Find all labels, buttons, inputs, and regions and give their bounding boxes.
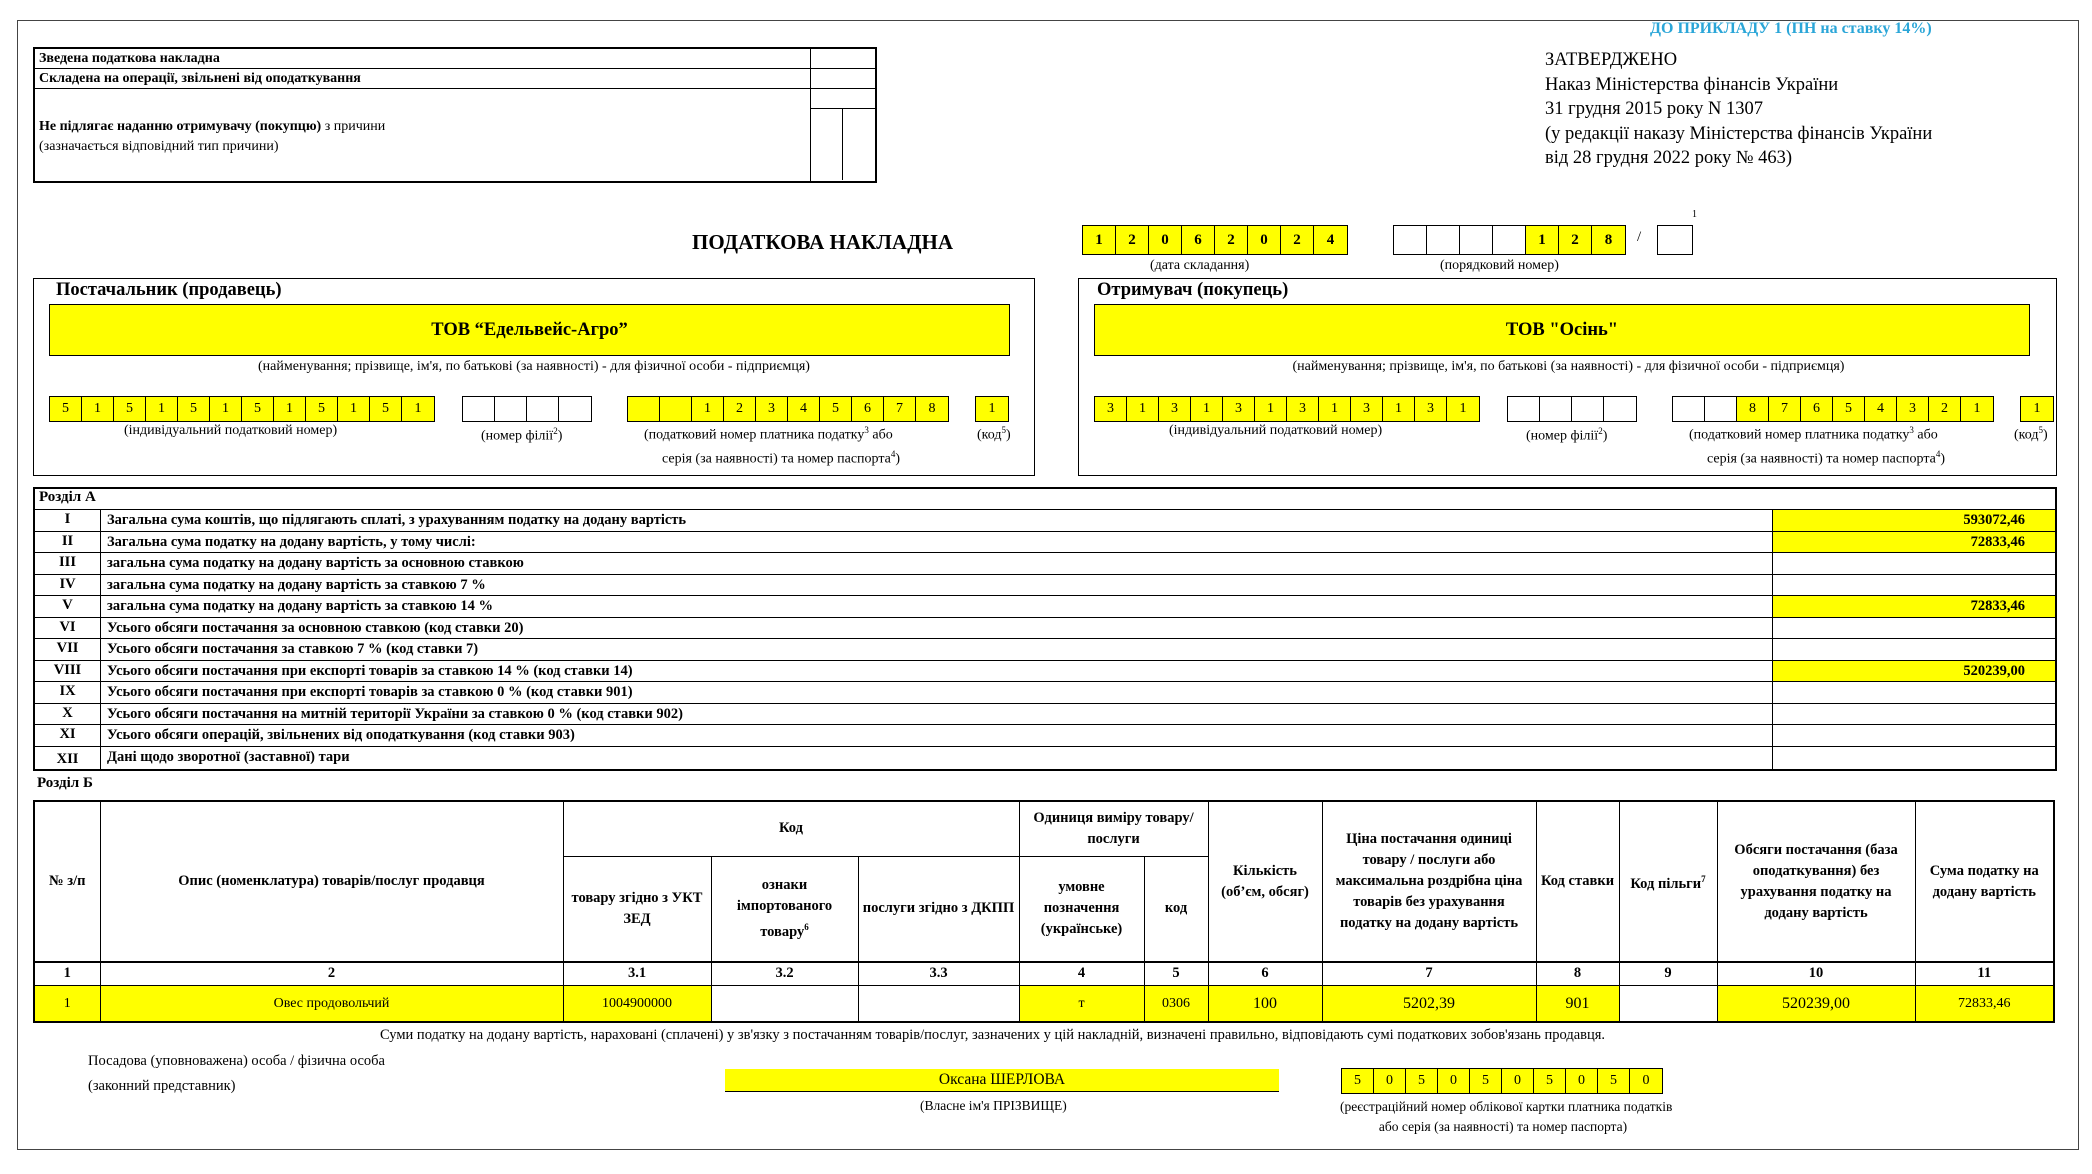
cell-num[interactable]: 1: [34, 985, 100, 1022]
signer-line-1: Посадова (уповноважена) особа / фізична особа: [88, 1053, 385, 1069]
cell-price[interactable]: 5202,39: [1322, 985, 1536, 1022]
reason-box-2[interactable]: [843, 109, 875, 180]
buyer-ipn-digit: 3: [1159, 397, 1191, 421]
seller-block: [33, 278, 1035, 476]
seller-code-field[interactable]: [975, 396, 1009, 422]
header-benefit-text: Код пільги: [1630, 875, 1702, 892]
cell-dkpp[interactable]: [858, 985, 1019, 1022]
buyer-tax-digit: 5: [1833, 397, 1865, 421]
seller-tax-digit: 3: [756, 397, 788, 421]
signer-reg-number-field[interactable]: [1341, 1068, 1663, 1094]
flag-not-provided-rest: з причини: [321, 119, 386, 134]
seller-branch-digit: [527, 397, 559, 421]
reason-box-1[interactable]: [811, 109, 843, 180]
row-value[interactable]: [1772, 682, 2055, 703]
row-value[interactable]: 72833,46: [1772, 596, 2055, 617]
order-number-field[interactable]: [1393, 225, 1626, 255]
buyer-tax-digit: 2: [1929, 397, 1961, 421]
buyer-tax-number-field[interactable]: [1672, 396, 1994, 422]
header-import-text: ознаки імпортованого товару: [736, 876, 833, 940]
header-benefit-sup: 7: [1701, 873, 1706, 884]
date-digit: 0: [1149, 226, 1182, 254]
order-digit: 1: [1526, 226, 1559, 254]
buyer-ipn-caption: (індивідуальний податковий номер): [1169, 423, 1383, 438]
seller-tax-digit: 7: [884, 397, 916, 421]
cell-desc[interactable]: Овес продовольчий: [100, 985, 563, 1022]
header-import: [711, 856, 858, 962]
buyer-ipn-digit: 1: [1191, 397, 1223, 421]
buyer-code-sup: 5: [2038, 425, 2043, 435]
approved-line: Наказ Міністерства фінансів України: [1545, 74, 1839, 95]
seller-tax-digit: 8: [916, 397, 948, 421]
header-unit: Одиниця виміру товару/послуги: [1019, 801, 1208, 856]
confirmation-text: Суми податку на додану вартість, нараховані (сплачені) у зв'язку з постачанням товарів/послуг, зазначених у цій накладній, визначені правильно, відповідають сумі податкових зобов'язань продавця.: [380, 1027, 1606, 1043]
flag-reason-caption: (зазначається відповідний тип причини): [39, 139, 279, 154]
seller-ipn-digit: 5: [370, 397, 402, 421]
section-a-row: [35, 724, 2055, 746]
row-value[interactable]: [1772, 725, 2055, 746]
reg-digit: 5: [1406, 1069, 1438, 1093]
row-number: VIII: [35, 661, 101, 682]
reg-digit: 5: [1534, 1069, 1566, 1093]
index-cell: 9: [1619, 962, 1717, 985]
buyer-name-field[interactable]: ТОВ "Осінь": [1094, 304, 2030, 356]
flag-consolidated: Зведена податкова накладна: [35, 49, 810, 69]
header-vat: Сума податку на додану вартість: [1915, 801, 2054, 962]
header-num: № з/п: [34, 801, 100, 962]
seller-ipn-digit: 5: [114, 397, 146, 421]
seller-tax-digit: [660, 397, 692, 421]
buyer-branch-digit: [1508, 397, 1540, 421]
section-a-row: [35, 531, 2055, 553]
order-suffix-box: [1658, 226, 1692, 254]
cell-benefit[interactable]: [1619, 985, 1717, 1022]
buyer-branch-digit: [1604, 397, 1636, 421]
row-label: Усього обсяги постачання за ставкою 7 % (код ставки 7): [107, 641, 479, 657]
reg-digit: 5: [1342, 1069, 1374, 1093]
flag-checkbox-2[interactable]: [811, 69, 875, 89]
buyer-tax-digit: [1673, 397, 1705, 421]
cell-unit-code[interactable]: 0306: [1144, 985, 1208, 1022]
index-cell: 8: [1536, 962, 1619, 985]
buyer-tax-caption-2-text: серія (за наявності) та номер паспорта: [1707, 451, 1936, 467]
approved-line: ЗАТВЕРДЖЕНО: [1545, 50, 1678, 70]
order-superscript: 1: [1692, 209, 1697, 220]
cell-import[interactable]: [711, 985, 858, 1022]
seller-code-caption-text: (код: [977, 427, 1002, 443]
buyer-tax-digit: 4: [1865, 397, 1897, 421]
header-rate: Код ставки: [1536, 801, 1619, 962]
order-digit: [1394, 226, 1427, 254]
row-number: VI: [35, 618, 101, 639]
header-dkpp: послуги згідно з ДКПП: [858, 856, 1019, 962]
seller-tax-caption-or: або: [868, 427, 893, 443]
flag-not-provided-bold: Не підлягає наданню отримувачу (покупцю): [39, 119, 322, 134]
seller-branch-digit: [463, 397, 495, 421]
reg-digit: 5: [1598, 1069, 1630, 1093]
index-cell: 11: [1915, 962, 2054, 985]
buyer-ipn-digit: 3: [1415, 397, 1447, 421]
reg-digit: 0: [1630, 1069, 1662, 1093]
index-cell: 6: [1208, 962, 1322, 985]
buyer-tax-digit: 8: [1737, 397, 1769, 421]
seller-ipn-digit: 5: [178, 397, 210, 421]
reg-digit: 0: [1502, 1069, 1534, 1093]
table-row: [34, 985, 2054, 1022]
buyer-tax-caption-text: (податковий номер платника податку: [1689, 427, 1910, 443]
index-cell: 3.1: [563, 962, 711, 985]
seller-name-field[interactable]: ТОВ “Едельвейс-Агро”: [49, 304, 1010, 356]
reg-caption-line-1: (реєстраційний номер облікової картки платника податків: [1340, 1099, 1673, 1114]
buyer-name-caption: (найменування; прізвище, ім'я, по батькові (за наявності) - для фізичної особи - підприємця): [1292, 359, 1845, 374]
buyer-code-digit: 1: [2021, 397, 2053, 421]
cell-qty[interactable]: 100: [1208, 985, 1322, 1022]
header-qty: Кількість (об’єм, обсяг): [1208, 801, 1322, 962]
order-digit: 2: [1559, 226, 1592, 254]
row-label: Усього обсяги постачання при експорті товарів за ставкою 14 % (код ставки 14): [107, 662, 633, 679]
corner-note: ДО ПРИКЛАДУ 1 (ПН на ставку 14%): [1650, 20, 1932, 37]
row-number: V: [35, 596, 101, 617]
section-a-row: [35, 595, 2055, 617]
buyer-tax-digit: 1: [1961, 397, 1993, 421]
index-cell: 4: [1019, 962, 1144, 985]
date-digit: 2: [1116, 226, 1149, 254]
index-cell: 1: [34, 962, 100, 985]
date-digit: 4: [1314, 226, 1347, 254]
section-a: [33, 487, 2057, 771]
buyer-block: [1078, 278, 2057, 476]
buyer-ipn-digit: 1: [1447, 397, 1479, 421]
order-digit: [1493, 226, 1526, 254]
flags-table: [33, 47, 877, 183]
row-number: IX: [35, 682, 101, 703]
row-value[interactable]: [1772, 553, 2055, 574]
buyer-ipn-digit: 1: [1127, 397, 1159, 421]
buyer-branch-digit: [1540, 397, 1572, 421]
seller-ipn-digit: 1: [402, 397, 434, 421]
header-price: Ціна постачання одиниці товару / послуги або максимальна роздрібна ціна товарів без урахування податку на додану вартість: [1322, 801, 1536, 962]
index-cell: 10: [1717, 962, 1915, 985]
seller-branch-caption: (номер філії$^2$): [481, 426, 563, 444]
seller-ipn-digit: 5: [242, 397, 274, 421]
seller-ipn-digit: 5: [306, 397, 338, 421]
seller-code-caption: (код$^5$): [977, 425, 1011, 443]
approval-block: [1545, 48, 1932, 171]
index-cell: 3.3: [858, 962, 1019, 985]
seller-tax-digit: 5: [820, 397, 852, 421]
seller-tax-sup2: 4: [890, 449, 896, 459]
seller-branch-digit: [495, 397, 527, 421]
row-value[interactable]: [1772, 747, 2055, 770]
row-value[interactable]: [1772, 575, 2055, 596]
order-suffix-field[interactable]: [1657, 225, 1693, 255]
date-digit: 1: [1083, 226, 1116, 254]
reg-digit: 5: [1470, 1069, 1502, 1093]
buyer-tax-caption-1: [1689, 425, 1938, 444]
order-slash: /: [1637, 229, 1642, 245]
flag-not-provided: [39, 117, 385, 157]
signer-label: [88, 1049, 385, 1098]
row-value[interactable]: 593072,46: [1772, 510, 2055, 531]
buyer-tax-digit: [1705, 397, 1737, 421]
buyer-ipn-digit: 3: [1351, 397, 1383, 421]
buyer-tax-sup2: 4: [1935, 449, 1941, 459]
section-a-row: [35, 617, 2055, 639]
date-digit: 6: [1182, 226, 1215, 254]
signer-name-field[interactable]: Оксана ШЕРЛОВА: [725, 1069, 1279, 1092]
row-number: I: [35, 510, 101, 531]
section-a-row: [35, 746, 2055, 770]
seller-tax-caption-text: (податковий номер платника податку: [644, 427, 865, 443]
date-digit: 0: [1248, 226, 1281, 254]
seller-ipn-caption: (індивідуальний податковий номер): [124, 423, 338, 438]
buyer-tax-caption-or: або: [1913, 427, 1938, 443]
seller-ipn-field[interactable]: [49, 396, 435, 422]
flag-exempt: Складена на операції, звільнені від оподаткування: [35, 69, 810, 89]
buyer-ipn-digit: 1: [1255, 397, 1287, 421]
flag-checkbox-column: [810, 49, 875, 181]
approved-line: 31 грудня 2015 року N 1307: [1545, 99, 1763, 119]
row-label: Загальна сума коштів, що підлягають сплаті, з урахуванням податку на додану вартість: [107, 512, 687, 528]
approved-line: (у редакції наказу Міністерства фінансів України: [1545, 123, 1933, 144]
buyer-tax-digit: 7: [1769, 397, 1801, 421]
reg-number-caption: [1340, 1097, 1673, 1137]
date-caption: (дата складання): [1150, 258, 1250, 273]
index-cell: 2: [100, 962, 563, 985]
seller-ipn-digit: 1: [210, 397, 242, 421]
header-unit-code: код: [1144, 856, 1208, 962]
row-label: загальна сума податку на додану вартість за ставкою 14 %: [107, 598, 493, 614]
document-title: ПОДАТКОВА НАКЛАДНА: [692, 230, 954, 254]
header-import-sup: 6: [804, 921, 809, 932]
order-digit: [1427, 226, 1460, 254]
buyer-branch-caption: (номер філії$^2$): [1526, 426, 1608, 444]
row-value[interactable]: 520239,00: [1772, 661, 2055, 682]
date-digit: 2: [1215, 226, 1248, 254]
seller-tax-digit: 4: [788, 397, 820, 421]
header-unit-name: умовне позначення (українське): [1019, 856, 1144, 962]
flag-checkbox-3[interactable]: [811, 89, 875, 109]
row-label: Загальна сума податку на додану вартість, у тому числі:: [107, 533, 476, 550]
reg-digit: 0: [1438, 1069, 1470, 1093]
buyer-code-caption-text: (код: [2014, 427, 2039, 443]
seller-ipn-digit: 5: [50, 397, 82, 421]
buyer-branch-digit: [1572, 397, 1604, 421]
date-digit: 2: [1281, 226, 1314, 254]
cell-ukt[interactable]: 1004900000: [563, 985, 711, 1022]
flag-checkbox-1[interactable]: [811, 49, 875, 69]
buyer-ipn-digit: 1: [1319, 397, 1351, 421]
section-a-row: [35, 638, 2055, 660]
row-label: Усього обсяги постачання на митній території України за ставкою 0 % (код ставки 902): [107, 705, 683, 722]
row-number: X: [35, 704, 101, 725]
date-field[interactable]: [1082, 225, 1348, 255]
buyer-tax-caption-2: серія (за наявності) та номер паспорта$^4$): [1707, 449, 1946, 467]
buyer-ipn-digit: 3: [1287, 397, 1319, 421]
index-cell: 3.2: [711, 962, 858, 985]
section-a-title: Розділ А: [39, 489, 96, 505]
seller-ipn-digit: 1: [274, 397, 306, 421]
seller-tax-digit: 6: [852, 397, 884, 421]
buyer-ipn-digit: 1: [1383, 397, 1415, 421]
cell-unit[interactable]: т: [1019, 985, 1144, 1022]
seller-ipn-digit: 1: [338, 397, 370, 421]
header-ukt: товару згідно з УКТ ЗЕД: [563, 856, 711, 962]
buyer-code-caption: (код$^5$): [2014, 425, 2048, 443]
row-value[interactable]: [1772, 618, 2055, 639]
buyer-ipn-digit: 3: [1223, 397, 1255, 421]
reg-digit: 0: [1374, 1069, 1406, 1093]
buyer-branch-caption-text: (номер філії: [1526, 428, 1599, 444]
reg-caption-line-2: або серія (за наявності) та номер паспорта): [1378, 1119, 1628, 1134]
header-base: Обсяги постачання (база оподаткування) без урахування податку на додану вартість: [1717, 801, 1915, 962]
row-number: IV: [35, 575, 101, 596]
seller-tax-digit: 2: [724, 397, 756, 421]
row-number: II: [35, 532, 101, 553]
reg-digit: 0: [1566, 1069, 1598, 1093]
row-value[interactable]: [1772, 639, 2055, 660]
section-a-row: [35, 552, 2055, 574]
index-cell: 7: [1322, 962, 1536, 985]
seller-branch-sup: 2: [553, 426, 558, 436]
signer-line-2: (законний представник): [88, 1077, 236, 1094]
seller-ipn-digit: 1: [146, 397, 178, 421]
buyer-title: Отримувач (покупець): [1097, 280, 1289, 300]
section-a-row: [35, 660, 2055, 682]
buyer-branch-field[interactable]: [1507, 396, 1637, 422]
seller-tax-sup: 3: [864, 425, 869, 435]
header-code: Код: [563, 801, 1019, 856]
seller-title: Постачальник (продавець): [56, 280, 282, 300]
section-a-row: [35, 574, 2055, 596]
cell-rate[interactable]: 901: [1536, 985, 1619, 1022]
buyer-ipn-digit: 3: [1095, 397, 1127, 421]
seller-code-digit: 1: [976, 397, 1008, 421]
buyer-code-field[interactable]: [2020, 396, 2054, 422]
buyer-tax-digit: 6: [1801, 397, 1833, 421]
seller-tax-digit: 1: [692, 397, 724, 421]
seller-tax-caption-2: серія (за наявності) та номер паспорта$^4$): [662, 449, 901, 467]
seller-tax-number-field[interactable]: [627, 396, 949, 422]
row-value[interactable]: 72833,46: [1772, 532, 2055, 553]
row-label: Усього обсяги постачання за основною ставкою (код ставки 20): [107, 619, 524, 636]
order-digit: 8: [1592, 226, 1625, 254]
cell-base[interactable]: 520239,00: [1717, 985, 1915, 1022]
buyer-tax-digit: 3: [1897, 397, 1929, 421]
row-value[interactable]: [1772, 704, 2055, 725]
row-number: III: [35, 553, 101, 574]
section-a-row: [35, 703, 2055, 725]
row-number: XI: [35, 725, 101, 746]
cell-vat[interactable]: 72833,46: [1915, 985, 2054, 1022]
row-number: XII: [35, 747, 101, 770]
seller-name-caption: (найменування; прізвище, ім'я, по батькові (за наявності) - для фізичної особи - підприємця): [258, 359, 810, 374]
row-label: загальна сума податку на додану вартість за основною ставкою: [107, 555, 524, 571]
section-a-row: [35, 681, 2055, 703]
buyer-ipn-field[interactable]: [1094, 396, 1480, 422]
approved-line: від 28 грудня 2022 року № 463): [1545, 148, 1793, 168]
row-label: Усього обсяги операцій, звільнених від оподаткування (код ставки 903): [107, 727, 575, 743]
buyer-tax-sup: 3: [1909, 425, 1914, 435]
seller-ipn-digit: 1: [82, 397, 114, 421]
header-desc: Опис (номенклатура) товарів/послуг продавця: [100, 801, 563, 962]
seller-code-sup: 5: [1001, 425, 1006, 435]
section-a-row: [35, 509, 2055, 531]
order-digit: [1460, 226, 1493, 254]
signer-name-caption: (Власне ім'я ПРІЗВИЩЕ): [920, 1098, 1067, 1113]
seller-tax-caption-1: [644, 425, 893, 444]
seller-branch-digit: [559, 397, 591, 421]
seller-branch-caption-text: (номер філії: [481, 428, 554, 444]
goods-table: [33, 800, 2055, 1023]
seller-branch-field[interactable]: [462, 396, 592, 422]
section-b-title: Розділ Б: [37, 775, 93, 791]
header-benefit: [1619, 801, 1717, 962]
row-label: загальна сума податку на додану вартість за ставкою 7 %: [107, 576, 486, 593]
row-label: Усього обсяги постачання при експорті товарів за ставкою 0 % (код ставки 901): [107, 684, 633, 700]
index-cell: 5: [1144, 962, 1208, 985]
seller-tax-caption-2-text: серія (за наявності) та номер паспорта: [662, 451, 891, 467]
buyer-branch-sup: 2: [1598, 426, 1603, 436]
seller-tax-digit: [628, 397, 660, 421]
order-caption: (порядковий номер): [1440, 258, 1559, 273]
row-number: VII: [35, 639, 101, 660]
row-label: Дані щодо зворотної (заставної) тари: [107, 748, 350, 765]
